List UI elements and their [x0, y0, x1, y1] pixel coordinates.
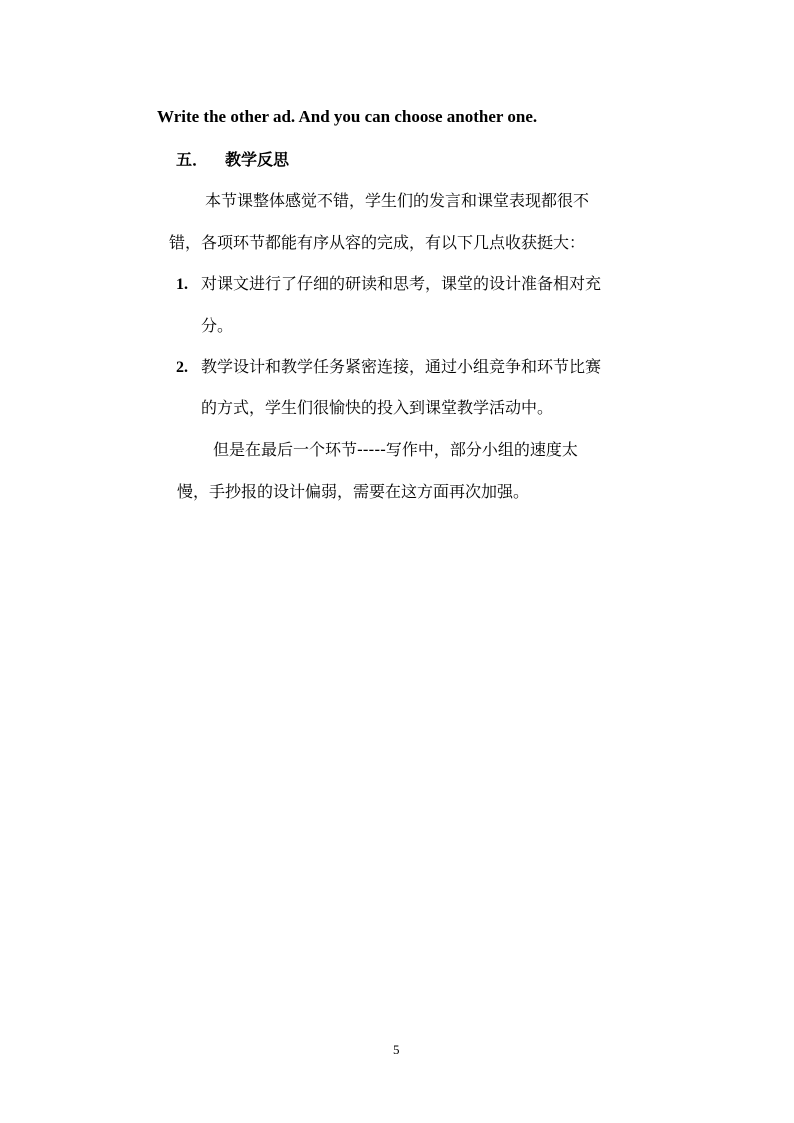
list-item-1-line1: 对课文进行了仔细的研读和思考，课堂的设计准备相对充 [201, 274, 602, 293]
list-item-1-line2: 分。 [201, 316, 234, 335]
list-item-2-line1: 教学设计和教学任务紧密连接，通过小组竞争和环节比赛 [201, 357, 602, 376]
paragraph1-line2: 错，各项环节都能有序从容的完成，有以下几点收获挺大： [169, 233, 586, 252]
section-title: 教学反思 [225, 150, 290, 169]
list-item-2-line2: 的方式，学生们很愉快的投入到课堂教学活动中。 [201, 398, 554, 417]
list-marker-1: 1. [176, 276, 188, 293]
paragraph2-line1: 但是在最后一个环节-----写作中，部分小组的速度太 [213, 440, 578, 459]
list-marker-2: 2. [176, 359, 188, 376]
paragraph1-line1: 本节课整体感觉不错，学生们的发言和课堂表现都很不 [205, 191, 590, 210]
intro-line: Write the other ad. And you can choose another one. [157, 107, 538, 126]
page-number: 5 [393, 1042, 400, 1057]
paragraph2-line2: 慢，手抄报的设计偏弱，需要在这方面再次加强。 [177, 482, 530, 501]
section-number: 五． [176, 150, 209, 169]
